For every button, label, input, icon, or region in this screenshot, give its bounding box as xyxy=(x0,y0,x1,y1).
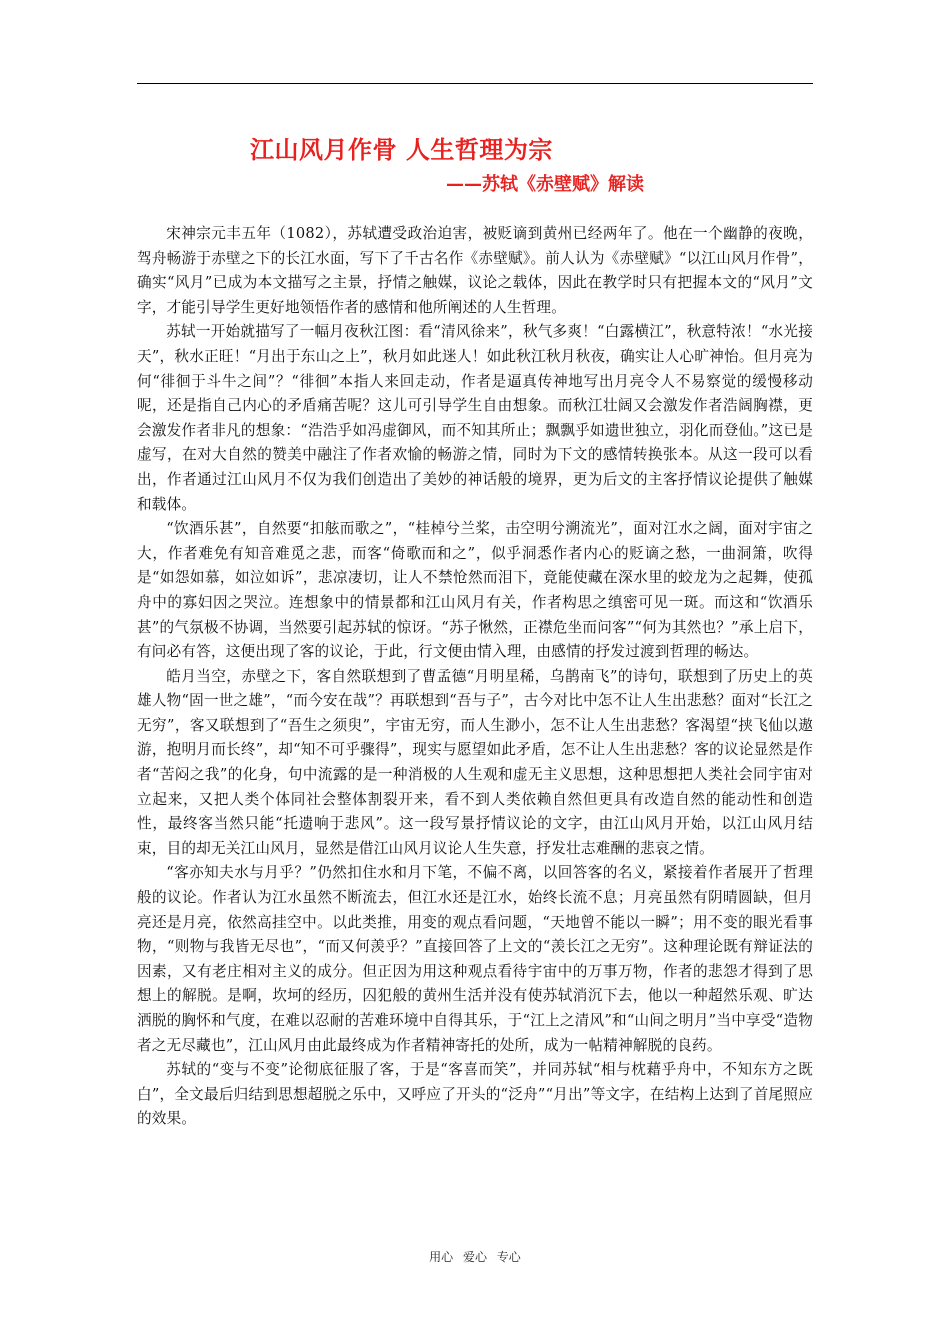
paragraph-6: 苏轼的“变与不变”论彻底征服了客，于是“客喜而笑”，并同苏轼“相与枕藉乎舟中，不知东方之既白”，全文最后归结到思想超脱之乐中，又呼应了开头的“泛舟”“月出”等文字，在结构上达到了首尾照应的效果。 xyxy=(137,1061,813,1128)
paragraph-2: 苏轼一开始就描写了一幅月夜秋江图：看“清风徐来”，秋气多爽！“白露横江”，秋意特浓！“水光接天”，秋水正旺！“月出于东山之上”，秋月如此迷人！如此秋江秋月秋夜，确实让人心旷神怡。但月亮为何“徘徊于斗牛之间”？“徘徊”本指人来回走动，作者是逼真传神地写出月亮令人不易察觉的缓慢移动呢，还是指自己内心的矛盾痛苦呢？这儿可引导学生自由想象。而秋江壮阔又会激发作者浩阔胸襟，更会激发作者非凡的想象：“浩浩乎如冯虚御风，而不知其所止；飘飘乎如遗世独立，羽化而登仙。”这已是虚写，在对大自然的赞美中融注了作者欢愉的畅游之情，同时为下文的感情转换张本。从这一段可以看出，作者通过江山风月不仅为我们创造出了美妙的神话般的境界，更为后文的主客抒情议论提供了触媒和载体。 xyxy=(137,323,813,513)
article-body xyxy=(137,222,813,1132)
paragraph-1: 宋神宗元丰五年（1082），苏轼遭受政治迫害，被贬谪到黄州已经两年了。他在一个幽静的夜晚，驾舟畅游于赤壁之下的长江水面，写下了千古名作《赤壁赋》。前人认为《赤壁赋》“以江山风月作骨”，确实“风月”已成为本文描写之主景，抒情之触媒，议论之载体，因此在教学时只有把握本文的“风月”文字，才能引导学生更好地领悟作者的感情和他所阐述的人生哲理。 xyxy=(137,225,813,316)
page-footer: 用心 爱心 专心 xyxy=(429,1250,521,1264)
article-subtitle: ——苏轼《赤壁赋》解读 xyxy=(446,174,644,195)
paragraph-4: 皓月当空，赤壁之下，客自然联想到了曹孟德“月明星稀，乌鹊南飞”的诗句，联想到了历史上的英雄人物“固一世之雄”，“而今安在哉”？再联想到“吾与子”，古今对比中怎不让人生出悲愁？面对“长江之无穷”，客又联想到了“吾生之须臾”，宇宙无穷，而人生渺小，怎不让人生出悲愁？客渴望“挟飞仙以遨游，抱明月而长终”，却“知不可乎骤得”，现实与愿望如此矛盾，怎不让人生出悲愁？客的议论显然是作者“苦闷之我”的化身，句中流露的是一种消极的人生观和虚无主义思想，这种思想把人类社会同宇宙对立起来，又把人类个体同社会整体割裂开来，看不到人类依赖自然但更具有改造自然的能动性和创造性，最终客当然只能“托遗响于悲风”。这一段写景抒情议论的文字，由江山风月开始，以江山风月结束，目的却无关江山风月，显然是借江山风月议论人生失意，抒发壮志难酬的悲哀之情。 xyxy=(137,667,813,857)
article-title: 江山风月作骨 人生哲理为宗 xyxy=(250,136,553,164)
header-rule xyxy=(137,83,813,84)
paragraph-5: “客亦知夫水与月乎？”仍然扣住水和月下笔，不偏不离，以回答客的名义，紧接着作者展开了哲理般的议论。作者认为江水虽然不断流去，但江水还是江水，始终长流不息；月亮虽然有阴晴圆缺，但月亮还是月亮，依然高挂空中。以此类推，用变的观点看问题，“天地曾不能以一瞬”；用不变的眼光看事物，“则物与我皆无尽也”，“而又何羡乎？”直接回答了上文的“羡长江之无穷”。这种理论既有辩证法的因素，又有老庄相对主义的成分。但正因为用这种观点看待宇宙中的万事万物，作者的悲怨才得到了思想上的解脱。是啊，坎坷的经历，囚犯般的黄州生活并没有使苏轼消沉下去，他以一种超然乐观、旷达洒脱的胸怀和气度，在难以忍耐的苦难环境中自得其乐，于“江上之清风”和“山间之明月”当中享受“造物者之无尽藏也”，江山风月由此最终成为作者精神寄托的处所，成为一帖精神解脱的良药。 xyxy=(137,864,813,1054)
paragraph-3: “饮酒乐甚”，自然要“扣舷而歌之”，“桂棹兮兰桨，击空明兮溯流光”，面对江水之阔，面对宇宙之大，作者难免有知音难觅之悲，而客“倚歌而和之”，似乎洞悉作者内心的贬谪之愁，一曲洞箫，吹得是“如怨如慕，如泣如诉”，悲凉凄切，让人不禁怆然而泪下，竟能使藏在深水里的蛟龙为之起舞，使孤舟中的寡妇因之哭泣。连想象中的情景都和江山风月有关，作者构思之缜密可见一斑。而这和“饮酒乐甚”的气氛极不协调，当然要引起苏轼的惊讶。“苏子愀然，正襟危坐而问客”“何为其然也？”承上启下，有问必有答，这便出现了客的议论，于此，行文便由情入理，由感情的抒发过渡到哲理的畅达。 xyxy=(137,520,813,661)
